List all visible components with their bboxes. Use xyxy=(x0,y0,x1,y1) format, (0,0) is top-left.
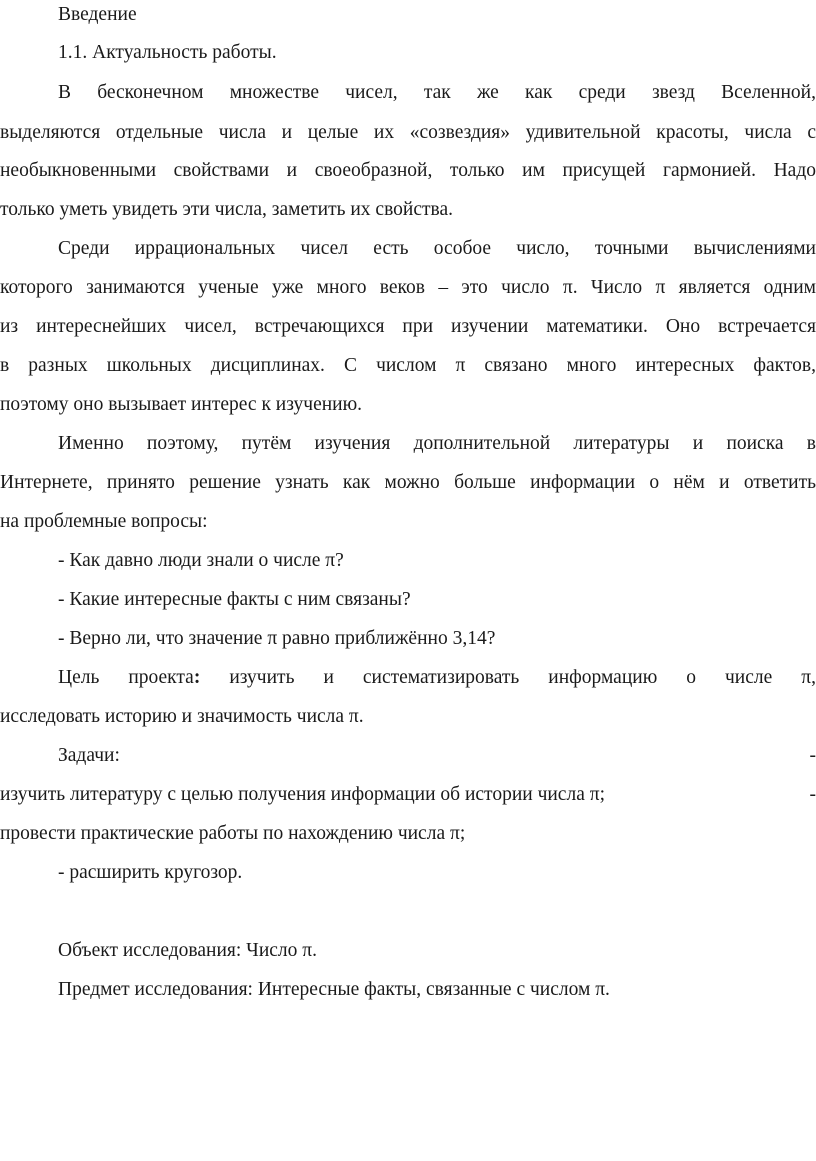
question-item: - Верно ли, что значение π равно приближённо 3,14? xyxy=(58,628,496,649)
goal-line xyxy=(58,666,816,690)
tasks-line xyxy=(58,744,816,768)
paragraph-line: только уметь увидеть эти числа, заметить их свойства. xyxy=(0,199,453,220)
goal-text: изучить и систематизировать информацию о числе π, xyxy=(200,667,816,688)
section-title: 1.1. Актуальность работы. xyxy=(58,42,277,63)
paragraph-line: В бесконечном множестве чисел, так же как среди звезд Вселенной, xyxy=(58,82,816,103)
question-item: - Какие интересные факты с ним связаны? xyxy=(58,589,411,610)
paragraph-line: которого занимаются ученые уже много веков – это число π. Число π является одним xyxy=(0,277,816,298)
paragraph-line: выделяются отдельные числа и целые их «созвездия» удивительной красоты, числа с xyxy=(0,122,816,143)
paragraph-line: в разных школьных дисциплинах. С числом π связано много интересных фактов, xyxy=(0,355,816,376)
paragraph-line: из интереснейших чисел, встречающихся при изучении математики. Оно встречается xyxy=(0,316,816,337)
paragraph-line: на проблемные вопросы: xyxy=(0,511,208,532)
tasks-label: Задачи: xyxy=(58,745,120,766)
paragraph-line: поэтому оно вызывает интерес к изучению. xyxy=(0,394,363,415)
heading: Введение xyxy=(58,4,137,25)
paragraph-line: Именно поэтому, путём изучения дополнительной литературы и поиска в xyxy=(58,433,816,454)
task-item: - расширить кругозор. xyxy=(58,862,243,883)
paragraph-line: Среди иррациональных чисел есть особое число, точными вычислениями xyxy=(58,238,816,259)
task-item: провести практические работы по нахождению числа π; xyxy=(0,823,466,844)
research-object: Объект исследования: Число π. xyxy=(58,940,317,961)
goal-line-2: исследовать историю и значимость числа π. xyxy=(0,706,364,727)
tasks-dash: - xyxy=(809,784,816,805)
task-text: изучить литературу с целью получения информации об истории числа π; xyxy=(0,784,605,805)
paragraph-line: Интернете, принято решение узнать как можно больше информации о нём и ответить xyxy=(0,472,816,493)
goal-label: Цель проекта xyxy=(58,667,194,688)
question-item: - Как давно люди знали о числе π? xyxy=(58,550,344,571)
tasks-dash: - xyxy=(809,745,816,766)
task-item xyxy=(0,783,816,807)
paragraph-line: необыкновенными свойствами и своеобразной, только им присущей гармонией. Надо xyxy=(0,160,816,181)
goal-colon: : xyxy=(193,667,201,688)
research-subject: Предмет исследования: Интересные факты, связанные с числом π. xyxy=(58,979,610,1000)
